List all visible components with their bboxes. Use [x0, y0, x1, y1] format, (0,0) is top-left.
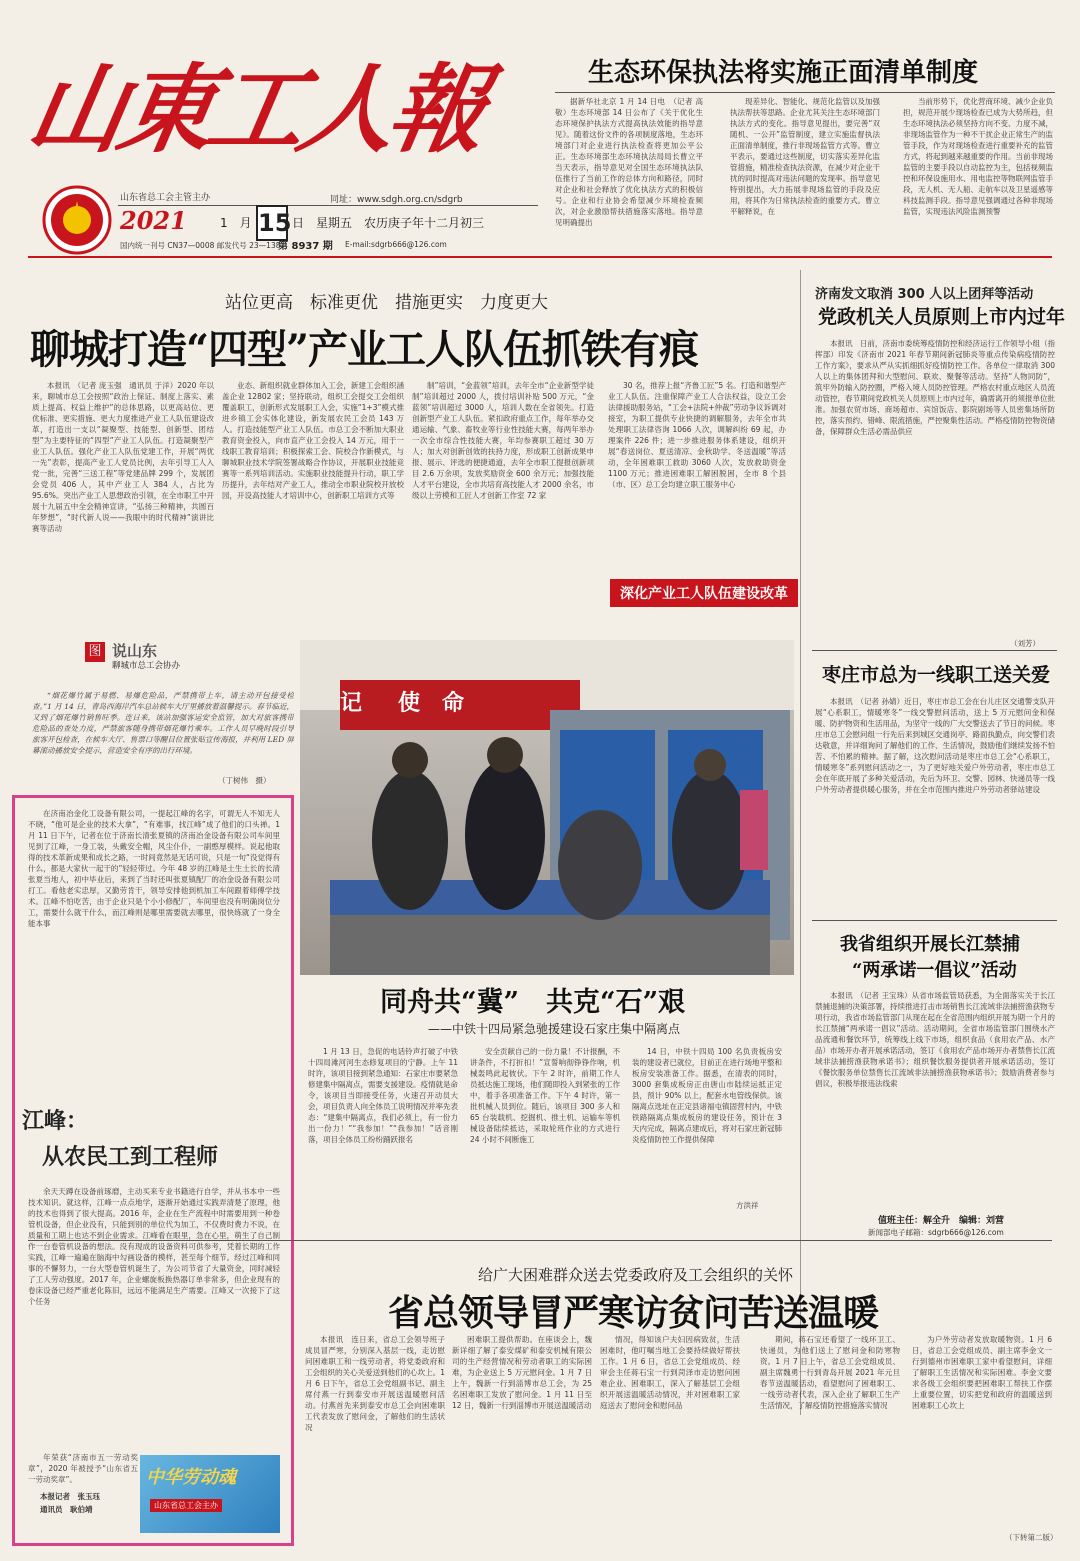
feature-headline-2: 从农民工到工程师 — [42, 1144, 219, 1170]
lead-tag: 深化产业工人队伍建设改革 — [610, 579, 798, 607]
day-box: 15 — [256, 205, 288, 241]
bottom-headline: 省总领导冒严寒访贫问苦送温暖 — [388, 1292, 879, 1334]
shuo-title: 说山东 — [112, 642, 158, 660]
photo-story-author: 方洪祥 — [736, 1201, 759, 1210]
right-story3-head1: 我省组织开展长江禁捕 — [840, 934, 1020, 955]
image-section-icon: 图 — [85, 642, 105, 662]
shuo-subtitle: 聊城市总工会协办 — [112, 661, 181, 671]
lead-col4: 30 名，推荐上报“齐鲁工匠”5 名。打造和谐型产业工人队伍。注重保障产业工人合法权益，设立工会法律援助服务站，“工会+法院+仲裁”劳动争议诉调对接室，为职工提供专业快捷的调解服务，去年全市共处理职工法律咨询 1066 人次，调解纠纷 69 起，办理案件 226 件；进一步推进服务体系建设，组织开展“春送岗位、夏送清凉、金秋助学、冬送温暖”等活动，全年困难职工救助 3060 人次，发放救助资金 1100 万元；推进困难职工解困脱困，全市 8 个县（市、区）总工会均建立职工服务中心 — [608, 381, 786, 489]
right-story3-body: 本报讯 （记者 王宝珠）从省市场监管局获悉，为全面落实关于长江禁捕退捕的决策部署，持续推进打击市场销售长江流域非法捕捞渔获物专项行动，我省市场监管部门从现在起在全省范围内组织开展为期一个月的长江禁捕“两承诺一倡议”活动。活动期间，全省市场监管部门围绕水产品流通和餐饮环节，统筹线上线下市场，组织食品（食用农产品、水产品）市场开办者开展承诺活动，签订《食用农产品市场开办者禁售长江流域非法捕捞渔获物承诺书》；组织餐饮服务提供者开展承诺活动，签订《餐饮服务单位禁售长江流域非法捕捞渔获物承诺书》；鼓励消费者参与倡议，积极举报违法线索 — [815, 991, 1055, 1088]
year: 2021 — [120, 206, 187, 235]
feature-part2: 余天天蹲在设备前琢磨，主动买来专业书籍进行自学，并从书本中一些技术知识。就这样，江峰一点点地学，逐渐开始通过实践弄清楚了原理，他的技术也得到了很大提高。2016 年，企业在生产流程中时需要用到一种卷管机设备，但企业没有，只能到别的单位代为加工，不仅费时费力不说，在质量和工期上也达不到企业需求。江峰看在眼里，急在心里，萌生了自己制作一台卷管机设备的想法。没有现成的设备资料可供参考，凭着长期的工作实践，江峰一遍遍在脑海中勾画设备的模样，甚至每个细节。经过江峰和同事的不懈努力，一台大型卷管机诞生了，为公司节省了大量资金，同时减轻了工人劳动强度。2017 年，企业螺旋板换热器订单非常多，但企业现有的卷床设备已经严重老化陈旧，远远不能满足生产需要。江峰又一次接下了这个任务 — [28, 1187, 280, 1306]
email-line: E-mail:sdgrb666@126.com — [345, 240, 447, 249]
photo-story-col1: 1 月 13 日，急促的电话铃声打破了中铁十四局滩河河生态修复项目的宁静。上午 11 时许，该项目接到紧急通知：石家庄市要紧急修建集中隔离点，需要支援建设。疫情就是命令，该项目当即接受任务，火速召开动员大会，项目负责人向全体员工说明情况并率先表态：“建集中隔离点，我们必须上，有一份力出一份力！”“我参加！”“我参加！”话音刚落，项目全体员工纷纷踊跃报名 — [308, 1047, 458, 1144]
bottom-col5: 为户外劳动者发放取暖物资。1 月 6 日，省总工会党组成员、副主席李金文一行到德州市困难职工家中看望慰问，详细了解职工生活情况和实际困难。李金文要求各级工会组织要把困难职工帮扶工作摆上重要位置，切实把党和政府的温暖送到困难职工心坎上 — [912, 1335, 1052, 1410]
right-story1-head2: 党政机关人员原则上市内过年 — [818, 306, 1066, 328]
bottom-col2: 困难职工提供帮助。在座谈会上，魏新详细了解了泰安煤矿和泰安机械有限公司的生产经营情况和劳动者职工的实际困难，为企业送上 5 万元慰问金。1 月 7 日上午，魏新一行到淄博市总工会，为 25 名困难职工发放了慰问金。1 月 11 日至 12 日，魏新一行到淄博市开展送温暖活动 — [452, 1335, 592, 1410]
website-line: 同址：www.sdgh.org.cn/sdgrb — [330, 195, 463, 205]
right-story2-headline: 枣庄市总为一线职工送关爱 — [822, 664, 1051, 686]
shuo-author: （丁树伟 摄） — [218, 776, 271, 785]
photo-story-col2: 安全贡献自己的一份力量！不计报酬，不讲条件，不打折扣！”宣誓响彻铮铮作响，机械轰鸣此起彼伏。下午 2 时许，前期工作人员抵达施工现场，他们随即投入到紧张的工作中，着手各项准备工作。下午 4 时许，第一批机械人员到位。随后，该项目 300 多人和 65 台装载机、挖掘机、推土机、运输车等机械设备陆续抵达，采取轮班作业的方式进行 24 小时不间断施工 — [470, 1047, 620, 1144]
issue-number: 第 8937 期 — [278, 241, 333, 252]
shuo-caption: “烟花爆竹属于易燃、易爆危险品，严禁携带上车，请主动开包接受检查。”1 月 14 日，青岛西海岸汽车总站候车大厅里播放着温馨提示。春节临近，又到了烟花爆竹销售旺季。连日来，该站加强客运安全监管，加大对旅客携带危险品的查处力度，严禁旅客随身携带烟花爆竹乘车。工作人员早晚时段引导旅客开包检查，在候车大厅、售票口等醒目位置张贴宣传海报，并利用 LED 屏幕滚动播放安全提示，营造安全有序的出行环境。 — [32, 691, 294, 755]
sponsor-line: 山东省总工会主管主办 — [120, 193, 211, 203]
editor-email: 新闻部电子邮箱：sdgrb666@126.com — [868, 1228, 1004, 1237]
union-emblem-icon — [42, 185, 112, 255]
top-article-col3: 当前形势下，优化营商环境、减少企业负担，规范开展少现场检查已成为大势所趋，但生态环境执法必须坚持方向不变、力度不减，非现场监管作为一种不干扰企业正常生产的监管手段，作为对现场检查进行重要补充的监管方式，将起到越来越重要的作用。当前非现场监管的主要手段以自动监控为主，包括视频监控和环保设施用水、用电监控等物联网监管手段，无人机、无人船、走航车以及卫星遥感等科技监测手段。指导意见强调通过各种非现场监管，实现违法风险监测预警 — [903, 97, 1053, 216]
top-article-col2: 现差异化、智能化、规范化监管以及加强执法帮扶等思路。企业尤其关注生态环境部门执法方式的变化。指导意见提出，要完善“双随机、一公开”监管制度，建立实施监督执法正面清单制度，推行非现场监管方式等。曹立平表示，要通过这些制度，切实落实差异化监管措施，精准检查执法资源，在减少对企业干扰的同时提高对违法问题的发现率。指导意见特别提出，大力拓展非现场监管的手段及应用，将其作为日常执法检查的重要方式。曹立平解释说，在 — [730, 97, 880, 216]
newspaper-logo: 山東工人報 — [20, 53, 491, 166]
editors-line: 值班主任：解全升 编辑：刘营 — [878, 1216, 1005, 1226]
top-article-headline: 生态环保执法将实施正面清单制度 — [588, 58, 979, 88]
lead-col2: 业态、新组织就业群体加入工会，新建工会组织涵盖企业 12802 家；坚持联动，组织工会提交工会组织覆盖职工，创新形式发展职工入会，实施“1+3”模式推进乡镇工会实体化建设，新发展农民工会员 143 万人。打造技能型产业工人队伍。市总工会不断加大职业教育资金投入，向市直产业工会投入 14 万元，用于一线职工教育培训；积极探索工会、院校合作新模式，与聊城职业技术学院签署战略合作协议，开展职业技能竞赛等一系列培训活动。实施职业技能提升行动，职工学历提升，去年结对产业工人，推动全市职业院校开放校园，开设高技能人才培训中心，创新职工培训方式等 — [222, 381, 404, 500]
bottom-col1: 本报讯 连日来，省总工会领导班子成员冒严寒，分别深入基层一线，走访慰问困难职工和一线劳动者，将党委政府和工会组织的关心关爱送到他们的心坎上。1 月 6 日下午，省总工会党组副书记、副主席付燕一行到泰安市开展送温暖慰问活动。付燕首先来到泰安市总工会向困难职工代表发放了慰问金，了解他们的生活状况 — [305, 1335, 445, 1432]
lead-headline: 聊城打造“四型”产业工人队伍抓铁有痕 — [30, 326, 699, 373]
labor-soul-logo-sub: 山东省总工会主办 — [150, 1499, 222, 1512]
publication-codes: 国内统一刊号 CN37—0008 邮发代号 23—138 — [120, 241, 281, 250]
feature-part3: 年荣获“济南市五一劳动奖章”，2020 年被授予“山东省五一劳动奖章”。 — [28, 1453, 138, 1484]
date-text: 日 星期五 农历庚子年十二月初三 — [292, 216, 485, 230]
bottom-col3: 情况，得知该户夫妇因病致贫，生活困难时，他叮嘱当地工会要持续做好帮扶工作。1 月 6 日，省总工会党组成员、经审会主任蒋石宝一行到菏泽市走访慰问困难企业、困难职工，深入了解基层工会组织开展送温暖活动情况，并对困难职工家庭送去了慰问金和慰问品 — [600, 1335, 740, 1410]
lead-col1: 本报讯 （记者 庞玉强 通讯员 于洋）2020 年以来，聊城市总工会按照“政治上保证、制度上落实、素质上提高、权益上维护”的总体思路，以更高站位、更优标准、更实措施、更大力度推进产业工人队伍建设改革，打造出一支以“凝聚型、技能型、创新型、团结型”为主要特征的“四型”产业工人队伍。打造凝聚型产业工人队伍。强化产业工人队伍党建工作，开展“两优一先”表彰，提高产业工人党员比例，去年引导工人入党一批，完善“三送工程”等党建品牌 299 个，发展团会党员 406 人，其中产业工人 384 人，占比为 95.6%。突出产业工人思想政治引领，在全市职工中开展十九届五中全会精神宣讲，“弘扬三种精神，共圆百年梦想”，“时代新人说——我眼中的时代精神”演讲比赛等活动 — [32, 381, 214, 533]
right-story1-body: 本报讯 日前，济南市委统筹疫情防控和经济运行工作领导小组（指挥部）印发《济南市 2021 年春节期间新冠肺炎等重点传染病疫情防控工作方案》，要求从严从实抓细抓好疫情防控工作。各单位一律取消 300 人以上的集体团拜和大型慰问、联欢、聚餐等活动。坚持“人物同防”，筑牢外防输入防控圈，严格入境人员防控管理。严格农村重点地区人员流动管控，春节期间党政机关人员原则上市内过年，确需离开的须报单位批准。加强农贸市场、商场超市、宾馆饭店、影院剧场等人员密集场所防控，落实预约、错峰、限流措施，严控聚集性活动。严格疫情防控物资储备，保障群众生活必需品供应 — [815, 339, 1055, 436]
bottom-kicker: 给广大困难群众送去党委政府及工会组织的关怀 — [478, 1266, 794, 1284]
photo-banner-text-1: 记 — [340, 690, 363, 716]
train-station-photo — [300, 640, 794, 975]
month-label: 1 月 — [220, 216, 252, 230]
feature-byline: 本报记者 张玉珏 通讯员 耿伯靖 — [40, 1492, 100, 1514]
photo-story-col3: 14 日，中铁十四局 100 名负责板房安装的建设者已就位，目前正在进行场地平整和板房安装准备工作。据悉，在清表的同时，3000 套集成板房正由唐山市陆续运抵正定县，预计 90% 以上，配套水电管线保供。该隔离点选址在正定县诸福屯镇固营村内，中铁铁路隔离点集成板房的建设任务，预计在 3 天内完成，隔离点建成后，将对石家庄新冠肺炎疫情防控工作提供保障 — [632, 1047, 782, 1144]
top-article-col1: 据新华社北京 1 月 14 日电 （记者 高敬）生态环境部 14 日公布了《关于优化生态环境保护执法方式提高执法效能的指导意见》。随着这份文件的各项制度落地，生态环境部门对企业进行执法检查将更加公平公正。生态环境部生态环境执法局局长曹立平当天表示，指导意见对全国生态环境执法队伍推行了当前工作的总体方向和路径，同时对企业和社会释放了优化执法方式的积极信号。企业和行业协会希望减少环境检查频次，对企业激励帮扶措施落实落地。指导意见明确提出 — [555, 97, 703, 227]
lead-kicker: 站位更高 标准更优 措施更实 力度更大 — [225, 293, 548, 313]
labor-soul-logo — [140, 1455, 280, 1533]
photo-story-subhead: ——中铁十四局紧急驰援建设石家庄集中隔离点 — [428, 1022, 681, 1036]
feature-part1: 在济南冶金化工设备有限公司，一提起江峰的名字，可谓无人不知无人不晓，“他可是企业的技术大拿”，“有难事，找江峰”成了他们的口头禅。1 月 11 日下午，记者在位于济南长清张夏镇的济南冶金设备有限公司车间里见到了江峰，一身工装，头戴安全帽，风尘仆仆，一副憨厚模样。说起他取得的技术革新成果和成长之路，一时间竟然是无话可说，只是一句“没觉得有什么，都是大家伙一起干的”轻轻带过。今年 48 岁的江峰是土生土长的长清张夏当地人，初中毕业后，来到了当时还叫张夏镇配厂的冶金设备有限公司打工。看他老实忠厚，又勤劳肯干，领导安排他到机加工车间跟着师傅学技术。江峰不怕吃苦，由于企业只是个小小修配厂，车间里也没有明确岗位分工，需要什么就干什么，而江峰则是哪里需要就去哪里，很快练就了一身全能本事 — [28, 809, 280, 928]
labor-soul-logo-text: 中华劳动魂 — [146, 1467, 236, 1488]
feature-headline-1: 江峰： — [22, 1108, 89, 1134]
photo-banner-text-2: 使 命 — [398, 690, 465, 716]
continued-note: （下转第二版） — [1005, 1533, 1058, 1542]
right-story3-head2: “两承诺一倡议”活动 — [852, 960, 1017, 981]
right-story1-head1: 济南发文取消 300 人以上团拜等活动 — [815, 287, 1034, 302]
photo-story-headline: 同舟共“冀” 共克“石”艰 — [380, 987, 686, 1018]
lead-col3: 制”培训，“金蓝领”培训，去年全市“企业新型学徒制”培训超过 2000 人，拨付培训补贴 500 万元，“金蓝领”培训超过 3000 人，培训人数在全省领先。打造创新型产业工人队伍。紧扣政府重点工作，每年举办交通运输、气象、畜牧业等行业性技能大赛，每两年举办一次全市综合性技能大赛，年均参赛职工超过 30 万人；加大对创新创效的扶持力度，形成职工创新成果申报、展示、评选的便捷通道，去年全市职工提报创新项目 2.6 万余项，发放奖励资金 600 余万元；加强技能人才平台建设，全市共培育高技能人才 2000 余名，市级以上劳模和工匠人才创新工作室 72 家 — [412, 381, 594, 500]
bottom-col4: 期间，蒋石宝还看望了一线环卫工、快递员，为他们送上了慰问金和防寒物资。1 月 7 日上午，省总工会党组成员、副主席魏勇一行到青岛开展 2021 年元旦春节送温暖活动，看望慰问了困难职工、一线劳动者代表，深入企业了解职工生产生活情况，了解疫情防控措施落实情况 — [760, 1335, 900, 1410]
right-story2-body: 本报讯 （记者 孙婧）近日，枣庄市总工会在台儿庄区交通警支队开展“心系职工，情暖寒冬”一线交警慰问活动，送上 5 万元慰问金和保暖、防护物资和生活用品，为坚守一线的广大交警送去了节日的问候。枣庄市总工会慰问组一行先后来到城区交通岗亭、路面执勤点，向交警们表达敬意，并详细询问了解他们的工作、生活情况，鼓励他们继续发扬不怕苦、不怕累的精神。据了解，这次慰问活动是枣庄市总工会“心系职工，情暖寒冬”系列慰问活动之一，为了更好地关爱户外劳动者，枣庄市总工会在年底开展了多种关爱活动，先后为环卫、交警、园林、快递员等一线户外劳动者提供暖心服务，并在全市范围内推进户外劳动者驿站建设 — [815, 697, 1055, 794]
right-story1-author: （刘芳） — [1010, 639, 1040, 648]
